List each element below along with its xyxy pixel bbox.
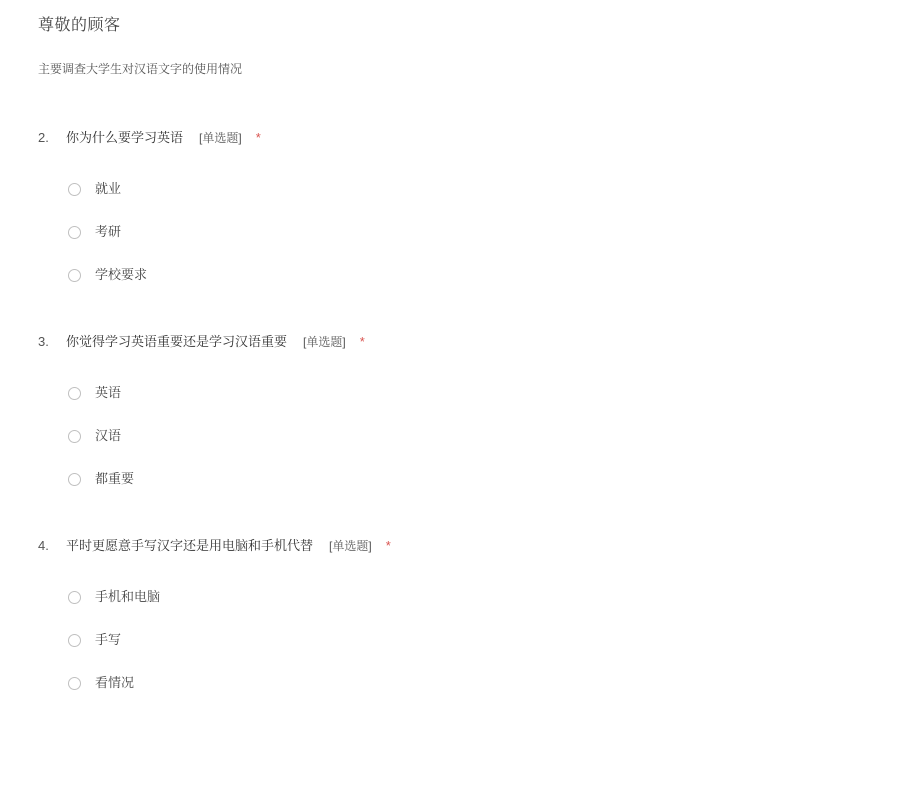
- question-block: [38, 536, 862, 694]
- radio-icon[interactable]: [68, 591, 81, 604]
- option-row[interactable]: [68, 586, 862, 608]
- option-row[interactable]: [68, 382, 862, 404]
- option-row[interactable]: [68, 264, 862, 286]
- question-number: 4.: [38, 538, 49, 553]
- option-row[interactable]: [68, 425, 862, 447]
- question-block: [38, 128, 862, 286]
- question-block: [38, 332, 862, 490]
- question-list: [0, 128, 900, 694]
- option-label: 看情况: [95, 675, 135, 690]
- survey-header: [0, 0, 900, 78]
- question-title: 你觉得学习英语重要还是学习汉语重要: [66, 334, 288, 349]
- radio-icon[interactable]: [68, 677, 81, 690]
- option-group: [38, 382, 862, 490]
- radio-icon[interactable]: [68, 473, 81, 486]
- option-label: 英语: [95, 385, 122, 400]
- option-label: 都重要: [95, 471, 135, 486]
- question-type-label: [单选题]: [303, 335, 346, 349]
- question-title: 平时更愿意手写汉字还是用电脑和手机代替: [66, 538, 314, 553]
- question-header: [38, 536, 862, 556]
- radio-icon[interactable]: [68, 387, 81, 400]
- question-title: 你为什么要学习英语: [66, 130, 184, 145]
- survey-description: 主要调查大学生对汉语文字的使用情况: [38, 62, 243, 76]
- radio-icon[interactable]: [68, 269, 81, 282]
- question-number: 2.: [38, 130, 49, 145]
- option-row[interactable]: [68, 178, 862, 200]
- option-group: [38, 586, 862, 694]
- question-type-label: [单选题]: [199, 131, 242, 145]
- question-type-label: [单选题]: [329, 539, 372, 553]
- option-label: 手写: [95, 632, 122, 647]
- option-group: [38, 178, 862, 286]
- option-label: 考研: [95, 224, 122, 239]
- option-row[interactable]: [68, 468, 862, 490]
- option-row[interactable]: [68, 629, 862, 651]
- radio-icon[interactable]: [68, 430, 81, 443]
- radio-icon[interactable]: [68, 634, 81, 647]
- question-header: [38, 128, 862, 148]
- required-marker: *: [385, 538, 391, 553]
- question-number: 3.: [38, 334, 49, 349]
- option-row[interactable]: [68, 672, 862, 694]
- option-row[interactable]: [68, 221, 862, 243]
- option-label: 学校要求: [95, 267, 148, 282]
- required-marker: *: [255, 130, 261, 145]
- option-label: 汉语: [95, 428, 122, 443]
- radio-icon[interactable]: [68, 183, 81, 196]
- required-marker: *: [359, 334, 365, 349]
- option-label: 就业: [95, 181, 122, 196]
- question-header: [38, 332, 862, 352]
- page-title: 尊敬的顾客: [38, 17, 121, 34]
- radio-icon[interactable]: [68, 226, 81, 239]
- option-label: 手机和电脑: [95, 589, 161, 604]
